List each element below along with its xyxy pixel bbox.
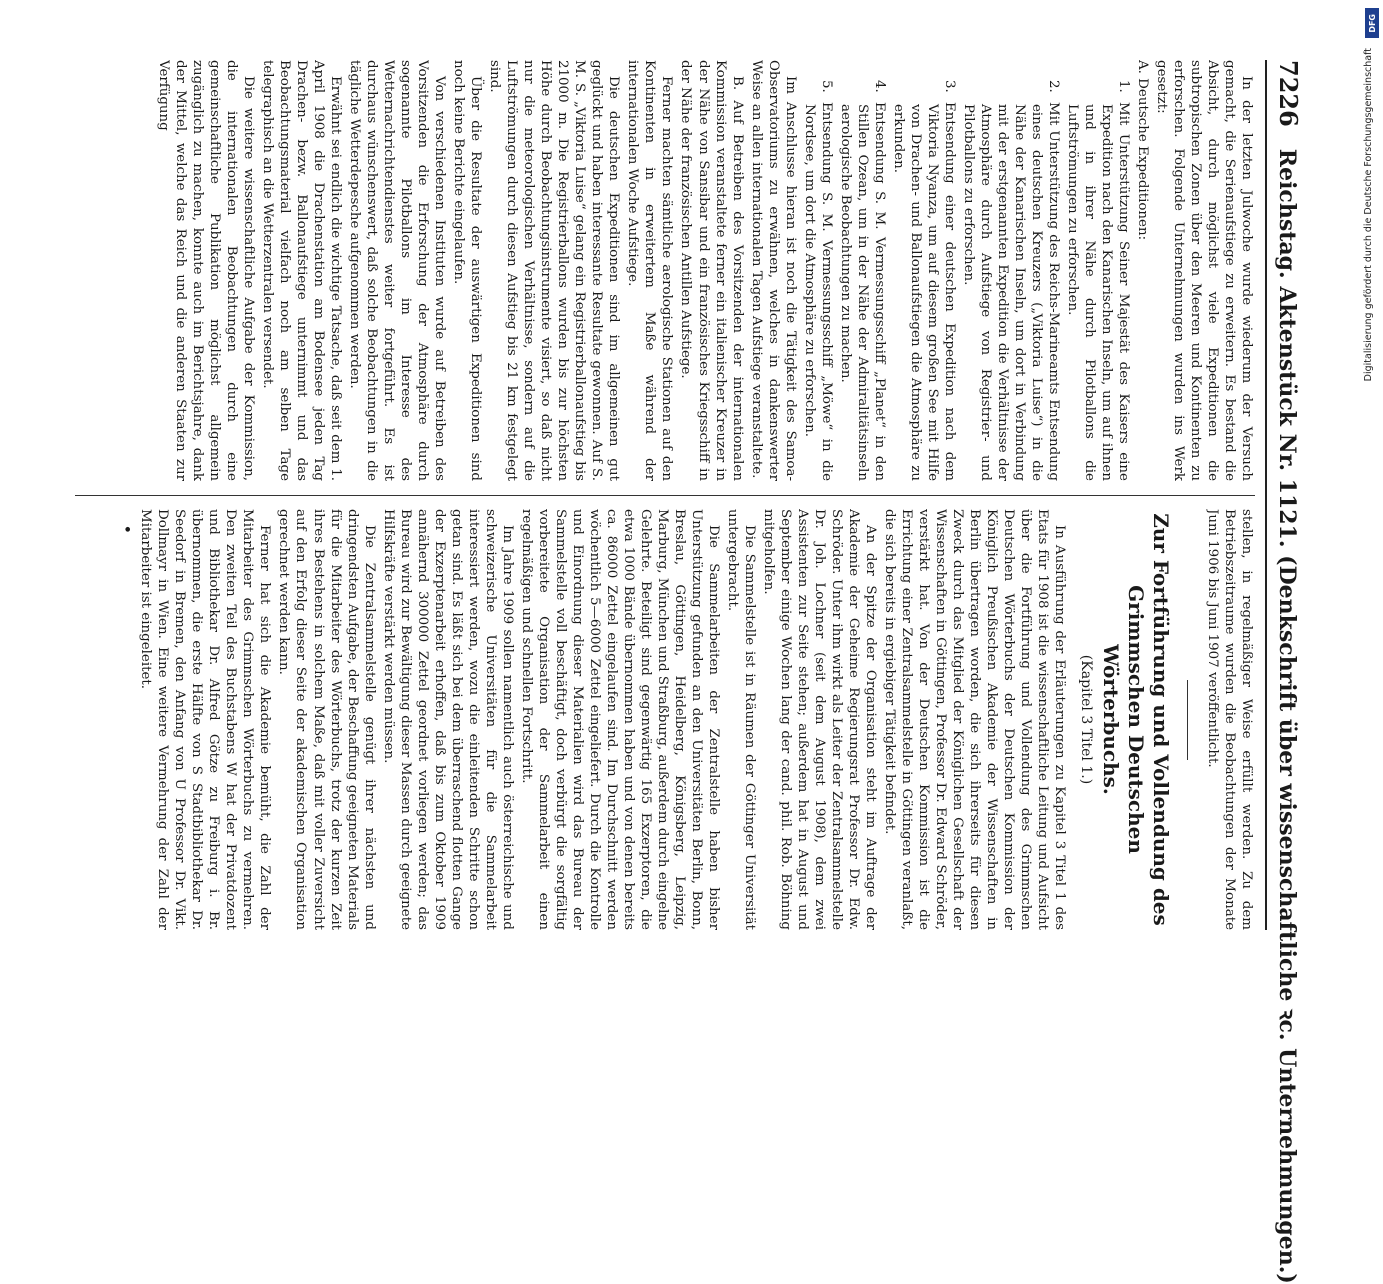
section-a-heading: A. Deutsche Expeditionen: [1134,60,1150,241]
intro-paragraph: In der letzten Julwoche wurde wiederum der Versuch gemacht, die Serienaufstiege zu erweitern. Es bestand die Absicht, durch möglichst viele Expeditionen die subtropischen Zonen über den Meeren und Kontinenten zu erforschen. Folgende Unternehmungen wurden ins Werk gesetzt: [1153,60,1254,481]
institutes-paragraph: Von verschiedenen Instituten wurde auf Betreiben des Vorsitzenden die Erforschung der Atmosphäre durch sogenannte Pilotballons im Interesse des Wetternachrichtendienstes weiter fortgeführt. Es ist durchaus wünschenswert, daß solche Beobachtungen in die tägliche Wetterdepesche aufgenommen werden. [347,60,448,481]
results-paragraph: Die deutschen Expeditionen sind im allgemeinen gut geglückt und haben interessante Resultate gewonnen. Auf S. M. S. „Viktoria Luise“ gelang ein Registrierballonaufstieg bis 21000 m. Die Registrierballons wurden bis zur höchsten Höhe durch Beobachtungsinstrumente visiert, so daß nicht nur die meteorologischen Verhältnisse, sondern auf die Luftströmungen durch diesen Aufstieg bis 21 km festgelegt sind. [487,60,622,481]
worterbuch-paragraph-7: Ferner hat sich die Akademie bemüht, die Zahl der Mitarbeiter des Grimmschen Wörterbuchs zu vermehren. Den zweiten Teil des Buchstabens W hat der Privatdozent und Bibliothekar Dr. Alfred Götze zu Freiburg i. Br. übernommen, die erste Hälfte von S Stadtbibliothekar Dr. Seedorf in Bremen, den Anfang von U Professor Dr. Vikt. Dollmayr in Wien. Eine weitere Vermehrung der Zahl der Mitarbeiter ist eingeleitet. [138,509,273,930]
stations-paragraph: Ferner machten sämtliche aerologische Stationen auf den Kontinenten in erweitertem Maße während der internationalen Woche Aufstiege. [625,60,675,481]
list-item-number: 4. [871,80,887,93]
list-item-text: Mit Unterstützung des Reichs-Marineamts Entsendung eines deutschen Kreuzers („Viktoria Luise“) in die Nähe der Kanarischen Inseln, um dort in Verbindung mit der erstgenannten Expedition die Verhältnisse der Atmosphäre durch Aufstiege von Registrier- und Pilotballons zu erforschen. [960,102,1061,481]
foreign-results-paragraph: Über die Resultate der auswärtigen Expeditionen sind noch keine Berichte eingelaufen. [451,60,484,481]
list-item-text: Entsendung einer deutschen Expedition nach dem Viktoria Nyanza, um auf diesem großen See mit Hilfe von Drachen- und Ballonaufstiegen die Atmosphäre zu erkunden. [890,102,957,481]
right-column [75,509,1255,930]
digitization-footer [1363,8,1381,708]
section-subtitle: (Kapitel 3 Titel 1.) [1077,654,1094,785]
worterbuch-paragraph-6: Die Zentralsammelstelle genügt ihrer nächsten und dringendsten Aufgabe, der Beschaffung geeigneten Materials für die Mitarbeiter des Wörterbuchs, trotz der kurzen Zeit ihres Bestehens in solchem Maße, daß mit voller Zuversicht auf den Erfolg dieser Seite der akademischen Organisation gerechnet werden kann. [276,509,377,930]
section-title: Zur Fortführung und Vollendung des Grimmschen Deutschen Wörterbuchs. [1098,513,1173,926]
list-item-text: Entsendung S. M. Vermessungsschiff „Planet“ in den Stillen Ozean, um in der Nähe der Admiralitätsinseln aerologische Beobachtungen zu machen. [837,102,887,481]
list-item [960,60,1062,481]
list-item-number: 5. [818,80,834,93]
worterbuch-paragraph-4: Die Sammelarbeiten der Zentralstelle haben bisher Unterstützung gefunden an den Universitäten Berlin, Bonn, Breslau, Göttingen, Heidelberg, Königsberg, Leipzig, Marburg, München und Straßburg, außerdem durch eingelne Gelehrte. Beteiligt sind gegenwärtig 165 Exzerptoren, die etwa 1000 Bände übernommen haben und von denen bereits ca. 86000 Zettel eingelaufen sind. Im Durchschnitt werden wöchentlich 5—6000 Zettel eingeliefert. Durch die Kontrolle und Einordnung dieser Materialien wird das Bureau der Sammelstelle voll beschäftigt, doch verbürgt die sorgfältig vorbereitete Organisation der Sammelarbeit einen regelmäßigen und schnellen Fortschritt. [518,509,721,930]
page-header-title: Reichstag. Aktenstück Nr. 1121. (Denkschrift über wissenschaftliche ꝛc. Unternehmungen.) [1274,148,1300,1284]
list-item [1064,60,1132,481]
worterbuch-paragraph-5: Im Jahre 1909 sollen namentlich auch österreichische und schweizerische Universitäten für die Sammelarbeit interessiert werden, wozu die einleitenden Schritte schon getan sind. Es läßt sich bei dem überraschend flotten Gange der Exzerptenarbeit erhoffen, daß bis zum Oktober 1909 annähernd 300000 Zettel geordnet vorliegen werden; das Bureau wird zur Bewältigung dieser Massen durch geeignete Hilfskräfte verstärkt werden müssen. [380,509,515,930]
section-b-paragraph: B. Auf Betreiben des Vorsitzenden der internationalen Kommission veranstaltete ferner ein italienischer Kreuzer in der Nähe von Sansibar und ein französisches Kriegsschiff in der Nähe der französischen Antillen Aufstiege. [678,60,745,481]
list-item [890,60,958,481]
dfg-logo-text: DFG [1367,13,1377,33]
bodensee-paragraph: Erwähnt sei endlich die wichtige Tatsache, daß seit dem 1. April 1908 die Drachenstation am Bodensee jeden Tag Drachen- bezw. Ballonaufstiege unternimmt und das Beobachtungsmaterial vielfach noch am selben Tage telegraphisch an die Wetterzentralen versendet. [260,60,344,481]
list-item [837,60,888,481]
list-item-text: Mit Unterstützung Seiner Majestät des Kaisers eine Expedition nach den Kanarischen Inseln, um auf ihnen und in ihrer Nähe durch Pilotballons die Luftströmungen zu erforschen. [1064,102,1131,481]
section-divider [1187,680,1188,760]
list-item-text: Entsendung S. M. Vermessungsschiff „Möwe“ in die Nordsee, um dort die Atmosphäre zu erforschen. [801,102,834,481]
list-item-number: 1. [1115,80,1131,93]
worterbuch-paragraph-2: An der Spitze der Organisation steht im Auftrage der Akademie der Geheime Regierungsrat Professor Dr. Edw. Schröder. Unter ihm wirkt als Leiter der Zentralsammelstelle Dr. Joh. Lochner (seit dem August 1908), dem zwei Assistenten zur Seite stehen; außerdem hat in August und September einige Wochen lang der cand. phil. Rob. Böhning mitgeholfen. [760,509,879,930]
list-item [801,60,835,481]
list-item-number: 3. [941,80,957,93]
continuation-paragraph: stellen, in regelmäßiger Weise erfüllt werden. Zu dem Betriebszeitraume wurden die Beobachtungen der Monate Juni 1906 bis Juni 1907 veröffentlicht. [1204,509,1254,930]
digitization-note: Digitalisierung gefördert durch die Deutsche Forschungsgemeinschaft [1363,48,1374,382]
two-column-body [75,60,1255,930]
left-column [75,60,1255,481]
dfg-logo [1365,8,1379,38]
page-header [1265,60,1303,1284]
samoa-paragraph: Im Anschlusse hieran ist noch die Tätigkeit des Samoa-Observatoriums zu erwähnen, welches in dankenswerter Weise an allen internationalen Tagen Aufstiege veranstaltete. [748,60,798,481]
worterbuch-paragraph-3: Die Sammelstelle ist in Räumen der Göttinger Universität untergebracht. [724,509,757,930]
publication-paragraph: Die weitere wissenschaftliche Aufgabe der Kommission, die internationalen Beobachtungen durch eine gemeinschaftliche Publikation möglichst allgemein zugänglich zu machen, konnte auch im Berichtsjahre, dank der Mittel, welche das Reich und die anderen Staaten zur Verfügung [156,60,257,481]
page-number: 7226 [1274,60,1303,127]
worterbuch-paragraph-1: In Ausführung der Erläuterungen zu Kapitel 3 Titel 1 des Etats für 1908 ist die wissenschaftliche Leitung und Aufsicht über die Fortführung und Vollendung des Grimmschen Deutschen Wörterbuchs der Deutschen Kommission der Königlich Preußischen Akademie der Wissenschaften in Berlin übertragen worden, die sich ihrerseits für diesen Zweck durch das Mitglied der Königlichen Gesellschaft der Wissenschaften in Göttingen, Professor Dr. Edward Schröder, verstärkt hat. Von der Deutschen Kommission ist die Errichtung einer Zentralsammelstelle in Göttingen veranlaßt, die sich bereits in ergiebiger Tätigkeit befindet. [882,509,1068,930]
end-mark: • [119,525,136,534]
list-item-number: 2. [1045,80,1061,93]
